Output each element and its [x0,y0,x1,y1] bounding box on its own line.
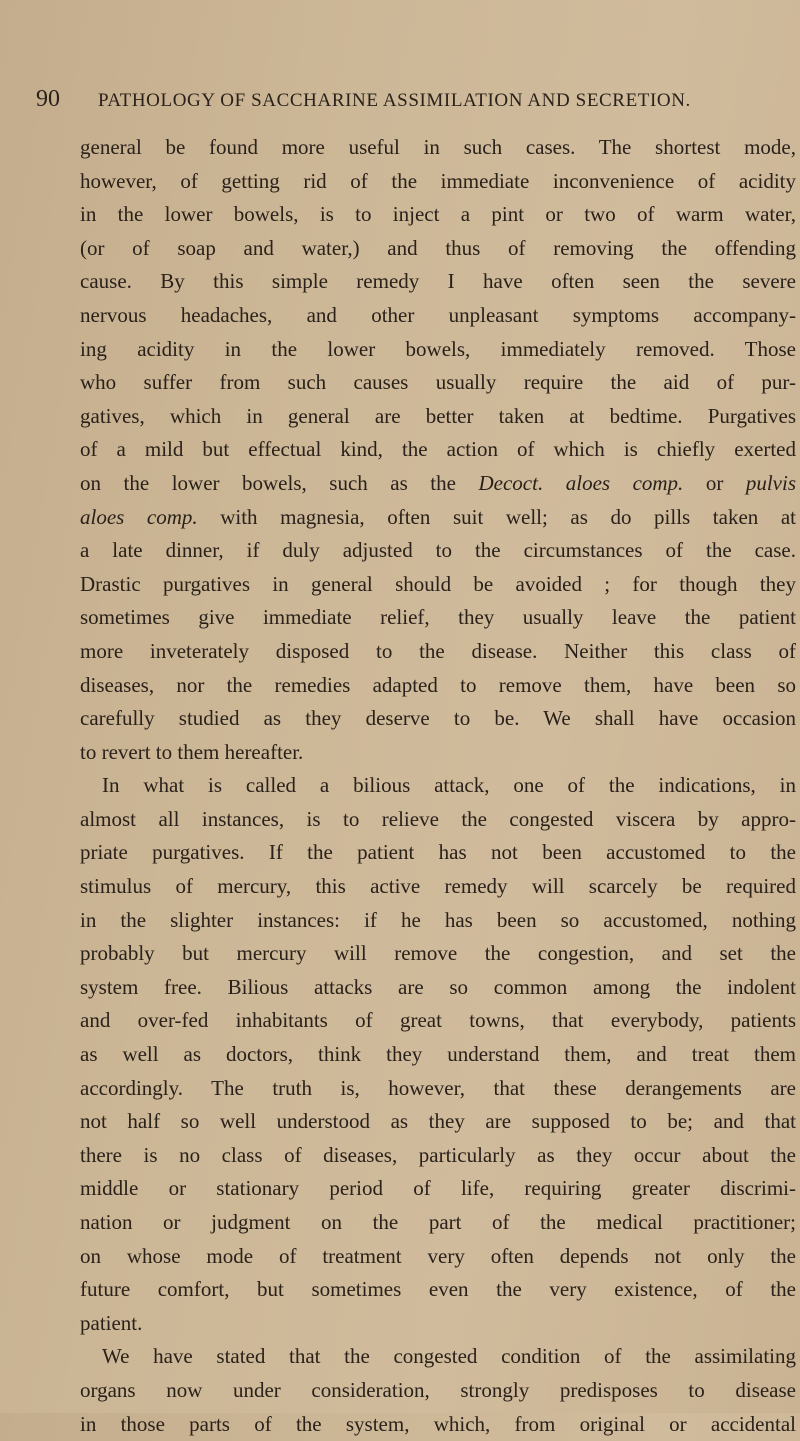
text-line: as well as doctors, think they understand them, and treat them [80,1042,796,1067]
page-number: 90 [36,86,60,112]
body-text [80,131,796,1441]
text-line: Drastic purgatives in general should be avoided ; for though they [80,571,796,596]
text-line: there is no class of diseases, particularly as they occur about the [80,1142,796,1167]
text-line: future comfort, but sometimes even the very existence, of the [80,1277,796,1302]
text-line: on whose mode of treatment very often depends not only the [80,1243,796,1268]
text-line: cause. By this simple remedy I have often seen the severe [80,269,796,294]
text-line [80,501,796,535]
text-line: ing acidity in the lower bowels, immediately removed. Those [80,336,796,361]
text-line: in the slighter instances: if he has been so accustomed, nothing [80,907,796,932]
text-line: We have stated that the congested condition of the assimilating [102,1344,796,1369]
text-line: and over-fed inhabitants of great towns, that everybody, patients [80,1008,796,1033]
text-line: however, of getting rid of the immediate inconvenience of acidity [80,168,796,193]
text-line: in the lower bowels, is to inject a pint or two of warm water, [80,202,796,227]
text-line [80,467,796,501]
text-line: not half so well understood as they are supposed to be; and that [80,1109,796,1134]
text-run: on the lower bowels, such as the [80,470,456,495]
italic-text: pulvis [745,470,797,495]
page-header [36,86,776,116]
text-line: (or of soap and water,) and thus of removing the offending [80,235,796,260]
text-line: diseases, nor the remedies adapted to remove them, have been so [80,672,796,697]
text-line: in those parts of the system, which, from original or accidental [80,1411,796,1436]
text-line: organs now under consideration, strongly predisposes to disease [80,1377,796,1402]
text-line: almost all instances, is to relieve the congested viscera by appro- [80,806,796,831]
text-line: In what is called a bilious attack, one of the indications, in [102,773,796,798]
text-line: of a mild but effectual kind, the action of which is chiefly exerted [80,437,796,462]
text-line: carefully studied as they deserve to be. We shall have occasion [80,706,796,731]
text-run: with magnesia, often suit well; as do pills taken at [197,504,796,529]
text-line: general be found more useful in such cases. The shortest mode, [80,135,796,159]
text-line: sometimes give immediate relief, they usually leave the patient [80,605,796,630]
text-line: who suffer from such causes usually require the aid of pur- [80,370,796,395]
text-line: priate purgatives. If the patient has not been accustomed to the [80,840,796,865]
running-head: PATHOLOGY OF SACCHARINE ASSIMILATION AND SECRETION. [98,90,691,111]
text-line: nervous headaches, and other unpleasant symptoms accompany- [80,302,796,327]
text-line: to revert to them hereafter. [80,739,304,764]
text-line: accordingly. The truth is, however, that these derangements are [80,1075,796,1100]
italic-text: Decoct. aloes comp. [478,470,684,495]
text-line: more inveterately disposed to the disease. Neither this class of [80,638,796,663]
text-line: gatives, which in general are better taken at bedtime. Purgatives [80,403,796,428]
text-line: middle or stationary period of life, requiring greater discrimi- [80,1176,796,1201]
italic-text: aloes comp. [80,504,198,529]
text-line: nation or judgment on the part of the medical practitioner; [80,1210,796,1234]
text-line: stimulus of mercury, this active remedy will scarcely be required [80,874,796,899]
text-line: probably but mercury will remove the congestion, and set the [80,941,796,966]
text-line: system free. Bilious attacks are so common among the indolent [80,974,796,999]
text-line: a late dinner, if duly adjusted to the circumstances of the case. [80,538,796,563]
text-run: or [683,470,746,495]
text-line: patient. [80,1310,143,1335]
